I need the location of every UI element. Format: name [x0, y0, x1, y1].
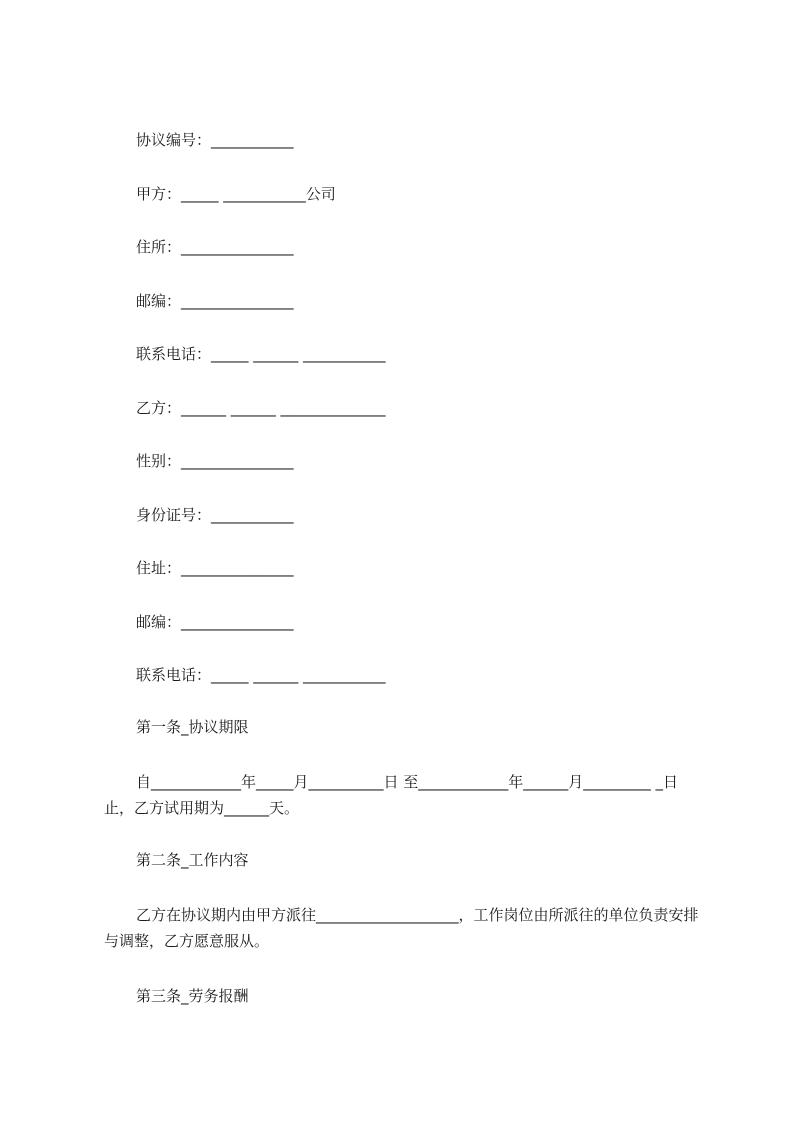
article-1-body: 自____________年_____月__________日 至____________年______月_________ _日 止，乙方试用期为______天。: [104, 773, 683, 817]
party-a-phone-field: 联系电话：_____ ______ ___________: [136, 345, 386, 363]
article-1-heading: 第一条_协议期限: [136, 718, 249, 736]
party-b-phone-field: 联系电话：_____ ______ ___________: [136, 666, 386, 684]
party-b-address-field: 住址：_______________: [136, 559, 294, 577]
article-2-body: 乙方在协议期内由甲方派往___________________，工作岗位由所派往的单位负责安排与调整，乙方愿意服从。: [104, 906, 699, 950]
agreement-number-field: 协议编号：___________: [136, 131, 294, 149]
party-a-postcode-field: 邮编：_______________: [136, 292, 294, 310]
party-b-id-number-field: 身份证号：___________: [136, 506, 294, 524]
party-b-postcode-field: 邮编：_______________: [136, 613, 294, 631]
party-a-address-field: 住所：_______________: [136, 238, 294, 256]
party-b-field: 乙方：______ ______ ______________: [136, 399, 386, 417]
party-a-field: 甲方：_____ ___________公司: [136, 185, 336, 203]
article-3-heading: 第三条_劳务报酬: [136, 987, 249, 1005]
party-b-gender-field: 性别：_______________: [136, 452, 294, 470]
article-2-heading: 第二条_工作内容: [136, 851, 249, 869]
